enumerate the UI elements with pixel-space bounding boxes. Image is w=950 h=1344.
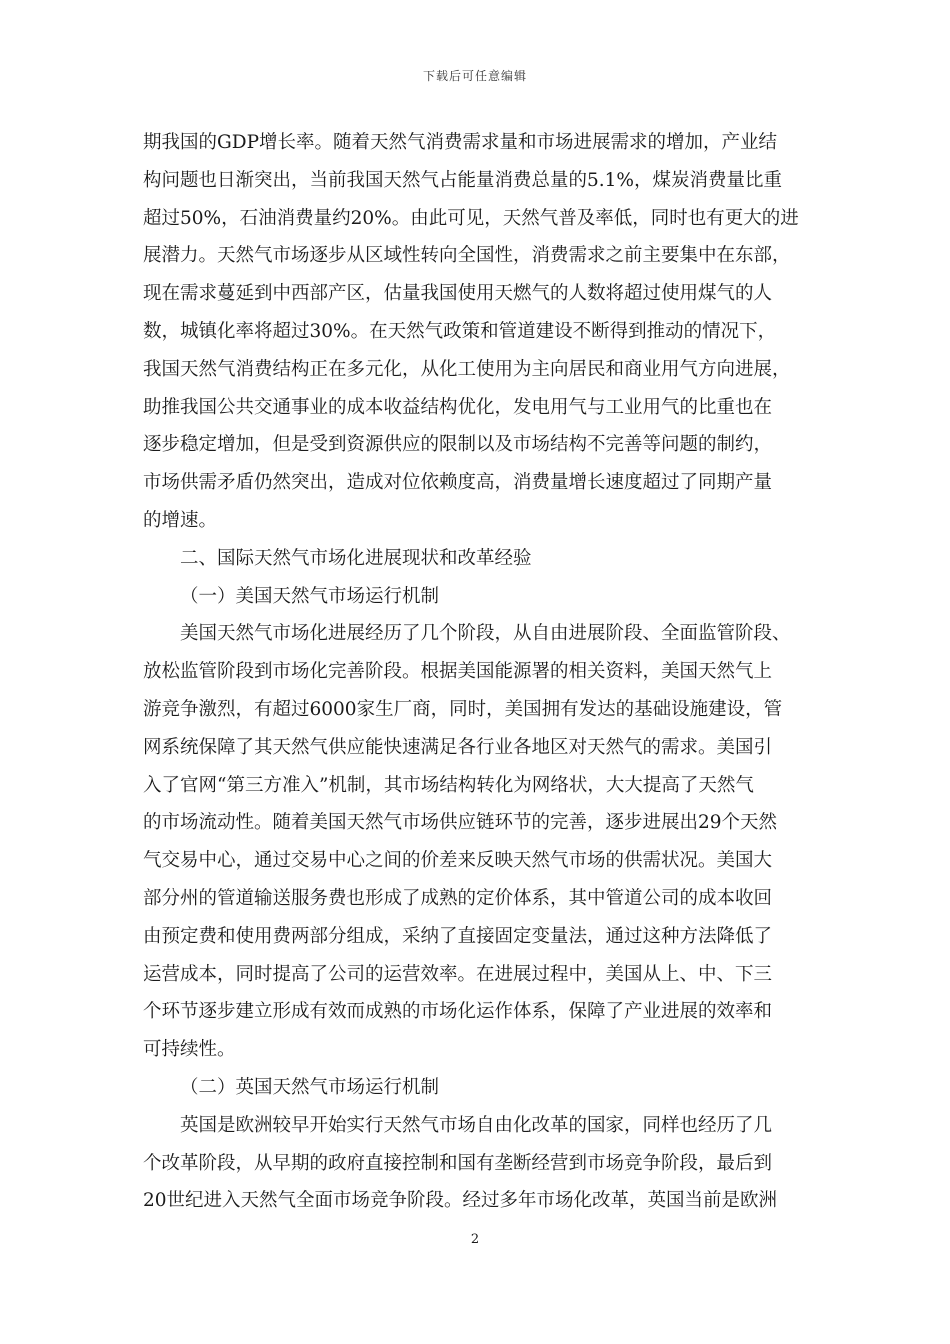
text-line: 美国天然气市场化进展经历了几个阶段，从自由进展阶段、全面监管阶段、 xyxy=(180,623,791,645)
text-line: 期我国的GDP增长率。随着天然气消费需求量和市场进展需求的增加，产业结 xyxy=(143,132,778,153)
text-line: 个改革阶段，从早期的政府直接控制和国有垄断经营到市场竞争阶段，最后到 xyxy=(143,1152,773,1174)
text-line: 构问题也日渐突出，当前我国天然气占能量消费总量的5.1%，煤炭消费量比重 xyxy=(143,169,783,191)
subsection-heading: （一）美国天然气市场运行机制 xyxy=(180,585,440,607)
text-line: 我国天然气消费结构正在多元化，从化工使用为主向居民和商业用气方向进展， xyxy=(143,358,791,380)
text-line: 个环节逐步建立形成有效而成熟的市场化运作体系，保障了产业进展的效率和 xyxy=(143,1001,773,1023)
text-line: 20世纪进入天然气全面市场竞争阶段。经过多年市场化改革，英国当前是欧洲 xyxy=(143,1190,778,1212)
text-line: 气交易中心，通过交易中心之间的价差来反映天然气市场的供需状况。美国大 xyxy=(143,850,773,872)
page-number: 2 xyxy=(470,1232,480,1247)
text-line: 英国是欧洲较早开始实行天然气市场自由化改革的国家，同样也经历了几 xyxy=(180,1114,773,1136)
text-line: 游竞争激烈，有超过6000家生厂商，同时，美国拥有发达的基础设施建设，管 xyxy=(143,698,783,720)
text-line: 入了官网“第三方准入”机制，其市场结构转化为网络状，大大提高了天然气 xyxy=(143,774,754,796)
text-line: 的市场流动性。随着美国天然气市场供应链环节的完善，逐步进展出29个天然 xyxy=(143,812,778,834)
text-line: 市场供需矛盾仍然突出，造成对位依赖度高，消费量增长速度超过了同期产量 xyxy=(143,472,773,494)
text-line: 放松监管阶段到市场化完善阶段。根据美国能源署的相关资料，美国天然气上 xyxy=(143,661,773,683)
text-line: 网系统保障了其天然气供应能快速满足各行业各地区对天然气的需求。美国引 xyxy=(143,736,773,758)
text-line: 逐步稳定增加，但是受到资源供应的限制以及市场结构不完善等问题的制约， xyxy=(143,434,773,456)
text-line: 运营成本，同时提高了公司的运营效率。在进展过程中，美国从上、中、下三 xyxy=(143,963,773,985)
text-line: 数，城镇化率将超过30%。在天然气政策和管道建设不断得到推动的情况下， xyxy=(143,320,777,342)
text-line: 由预定费和使用费两部分组成，采纳了直接固定变量法，通过这种方法降低了 xyxy=(143,925,773,947)
header-note: 下载后可任意编辑 xyxy=(422,69,527,83)
text-line: 助推我国公共交通事业的成本收益结构优化，发电用气与工业用气的比重也在 xyxy=(143,396,773,418)
text-line: 部分州的管道输送服务费也形成了成熟的定价体系，其中管道公司的成本收回 xyxy=(143,887,773,909)
text-line: 可持续性。 xyxy=(143,1039,236,1061)
section-heading: 二、国际天然气市场化进展现状和改革经验 xyxy=(180,547,532,569)
text-line: 超过50%，石油消费量约20%。由此可见，天然气普及率低，同时也有更大的进 xyxy=(143,207,799,229)
text-line: 的增速。 xyxy=(143,509,218,531)
document-body xyxy=(143,124,807,1220)
text-line: 现在需求蔓延到中西部产区，估量我国使用天燃气的人数将超过使用煤气的人 xyxy=(143,283,773,305)
text-line: 展潜力。天然气市场逐步从区域性转向全国性，消费需求之前主要集中在东部， xyxy=(143,245,791,267)
subsection-heading: （二）英国天然气市场运行机制 xyxy=(180,1076,440,1098)
